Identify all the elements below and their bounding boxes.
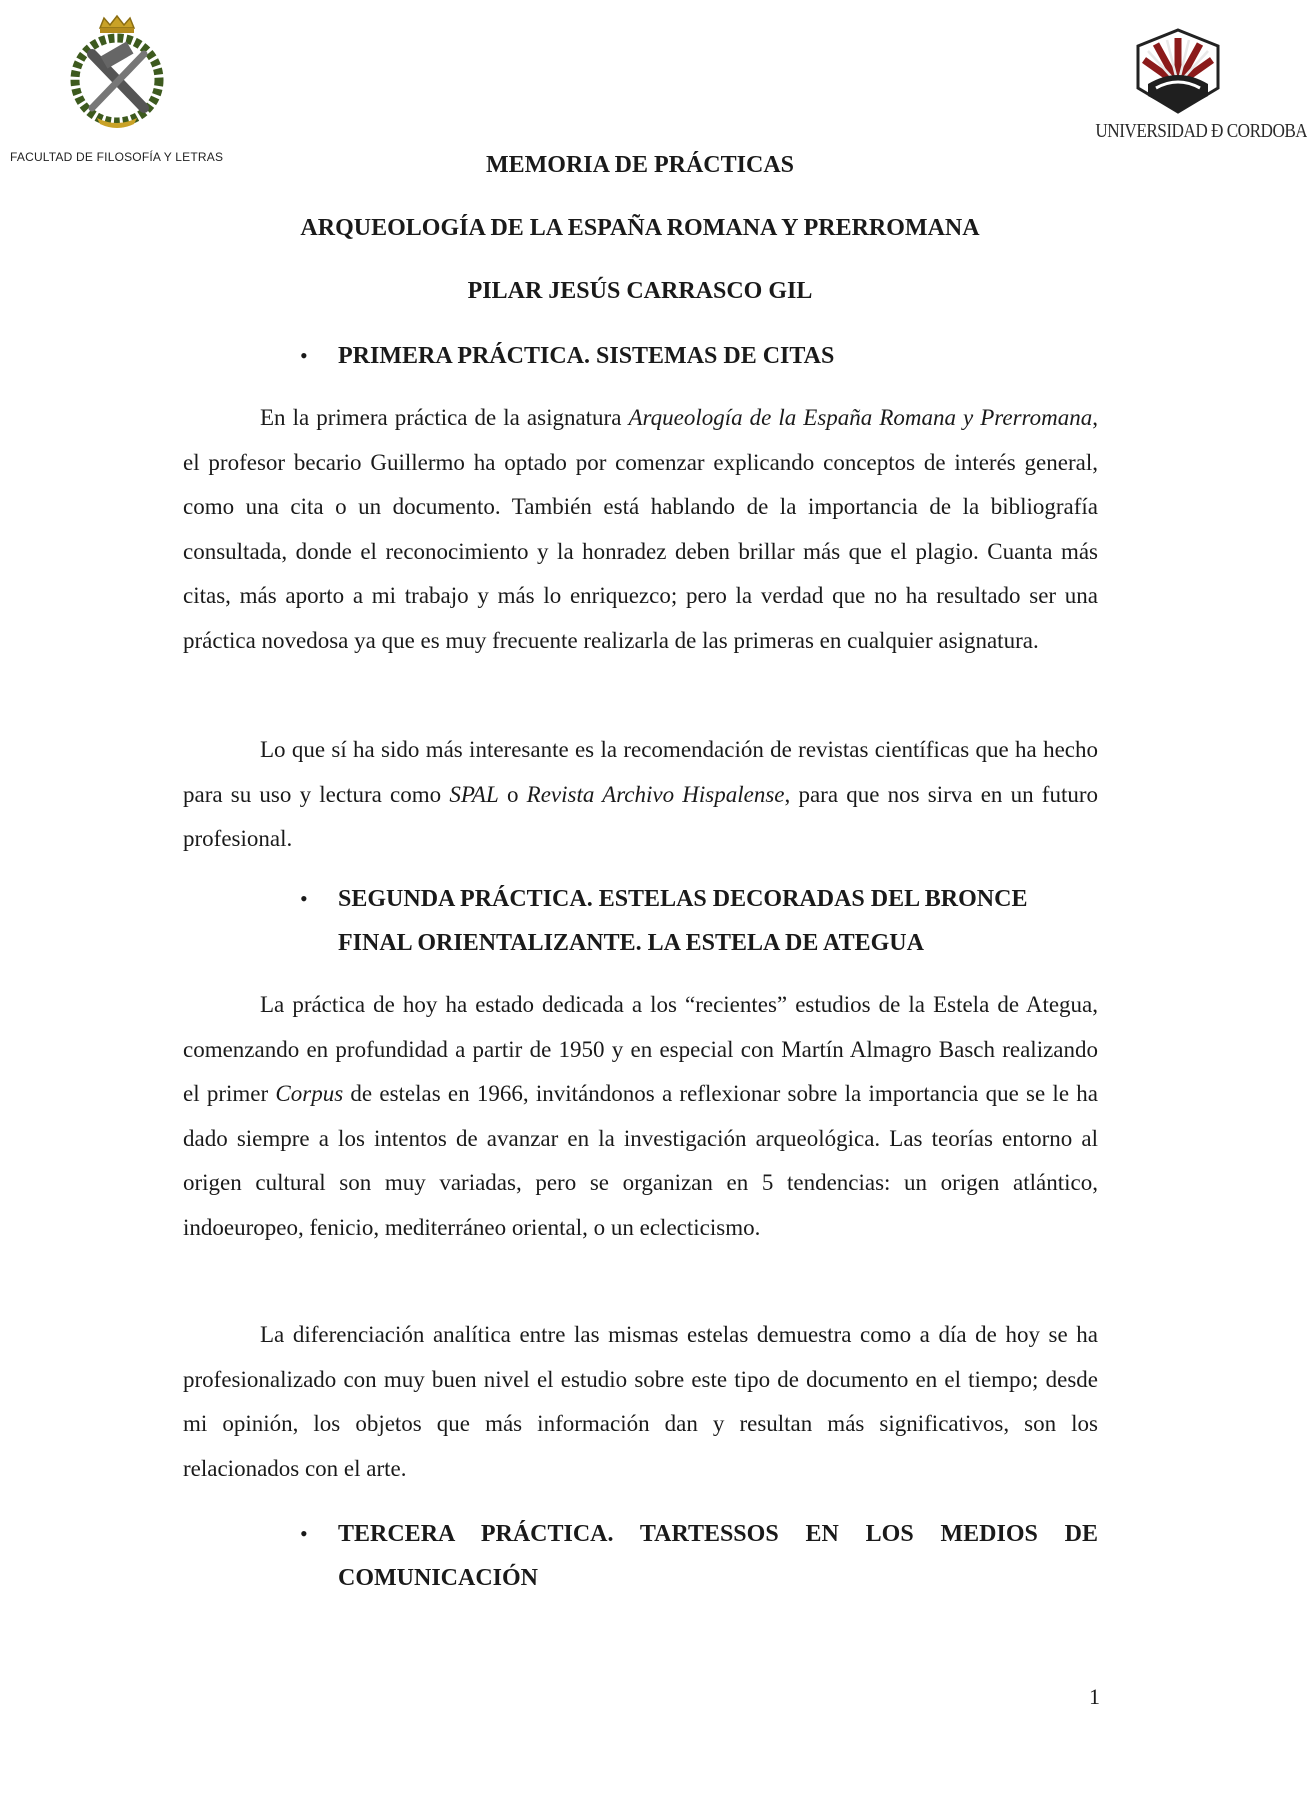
faculty-label: FACULTAD DE FILOSOFÍA Y LETRAS: [10, 150, 224, 164]
section-heading-text: PRIMERA PRÁCTICA. SISTEMAS DE CITAS: [338, 343, 835, 369]
bullet-icon: •: [300, 886, 308, 911]
paragraph-text: , el profesor becario Guillermo ha optado por comenzar explicando conceptos de interés general, como una cita o un documento. También está hablando de la importancia de la bibliografía consultada, donde el reconocimiento y la honradez deben brillar más que el plagio. Cuanta más citas, más aporto a mi trabajo y más lo enriquezco; pero la verdad que no ha resultado ser una práctica novedosa ya que es muy frecuente realizarla de las primeras en cualquier asignatura.: [183, 405, 1098, 653]
paragraph-text: Lo que sí ha sido más interesante es la recomendación de revistas científicas que ha hecho para su uso y lectura como: [183, 737, 1098, 807]
italic-journal-archivo-hispalense: Revista Archivo Hispalense: [526, 781, 785, 807]
author-name: PILAR JESÚS CARRASCO GIL: [467, 278, 813, 304]
paragraph-text: de estelas en 1966, invitándonos a reflexionar sobre la importancia que se le ha dado siempre a los intentos de avanzar en la investigación arqueológica. Las teorías entorno al origen cultural son muy variadas, pero se organizan en 5 tendencias: un origen atlántico, indoeuropeo, fenicio, mediterráneo oriental, o un eclecticismo.: [183, 1081, 1098, 1240]
course-title: ARQUEOLOGÍA DE LA ESPAÑA ROMANA Y PRERROMANA: [300, 215, 980, 241]
document-title: MEMORIA DE PRÁCTICAS: [485, 152, 794, 178]
paragraph: [183, 983, 1098, 1250]
italic-corpus: Corpus: [275, 1081, 344, 1106]
paragraph: La diferenciación analítica entre las mismas estelas demuestra como a día de hoy se ha profesionalizado con muy buen nivel el estudio sobre este tipo de documento en el tiempo; desde mi opinión, los objetos que más información dan y resultan más significativos, son los relacionados con el arte.: [183, 1322, 1098, 1481]
section-heading-segunda-practica: [300, 877, 1098, 965]
bullet-icon: •: [300, 343, 308, 368]
university-label: UNIVERSIDAD Ð CORDOBA: [1095, 120, 1307, 142]
paragraph-text: o: [498, 781, 527, 807]
section-heading-text: TERCERA PRÁCTICA. TARTESSOS EN LOS MEDIOS DE COMUNICACIÓN: [338, 1521, 1098, 1591]
paragraph-text: , para que nos sirva en un futuro profesional.: [183, 781, 1098, 851]
section-heading-tercera-practica: [300, 1512, 1098, 1600]
faculty-crest-icon: [62, 14, 172, 134]
section-heading-text: SEGUNDA PRÁCTICA. ESTELAS DECORADAS DEL BRONCE FINAL ORIENTALIZANTE. LA ESTELA DE ATEGUA: [338, 886, 1028, 956]
paragraph-text: En la primera práctica de la asignatura: [260, 405, 629, 430]
university-crest-icon: [1132, 26, 1224, 116]
paragraph-text: La práctica de hoy ha estado dedicada a los “recientes” estudios de la Estela de Ategua, comenzando en profundidad a partir de 1950 y en especial con Martín Almagro Basch realizando el primer: [183, 992, 1098, 1106]
bullet-icon: •: [300, 1521, 308, 1546]
faculty-logo: [10, 14, 224, 164]
italic-journal-spal: SPAL: [449, 781, 499, 807]
paragraph: [183, 728, 1098, 862]
page-number: 1: [1089, 1684, 1100, 1709]
paragraph: [183, 396, 1098, 663]
section-heading-primera-practica: [300, 334, 1098, 378]
university-logo: [1066, 26, 1307, 146]
italic-course-name: Arqueología de la España Romana y Prerromana: [628, 405, 1093, 430]
